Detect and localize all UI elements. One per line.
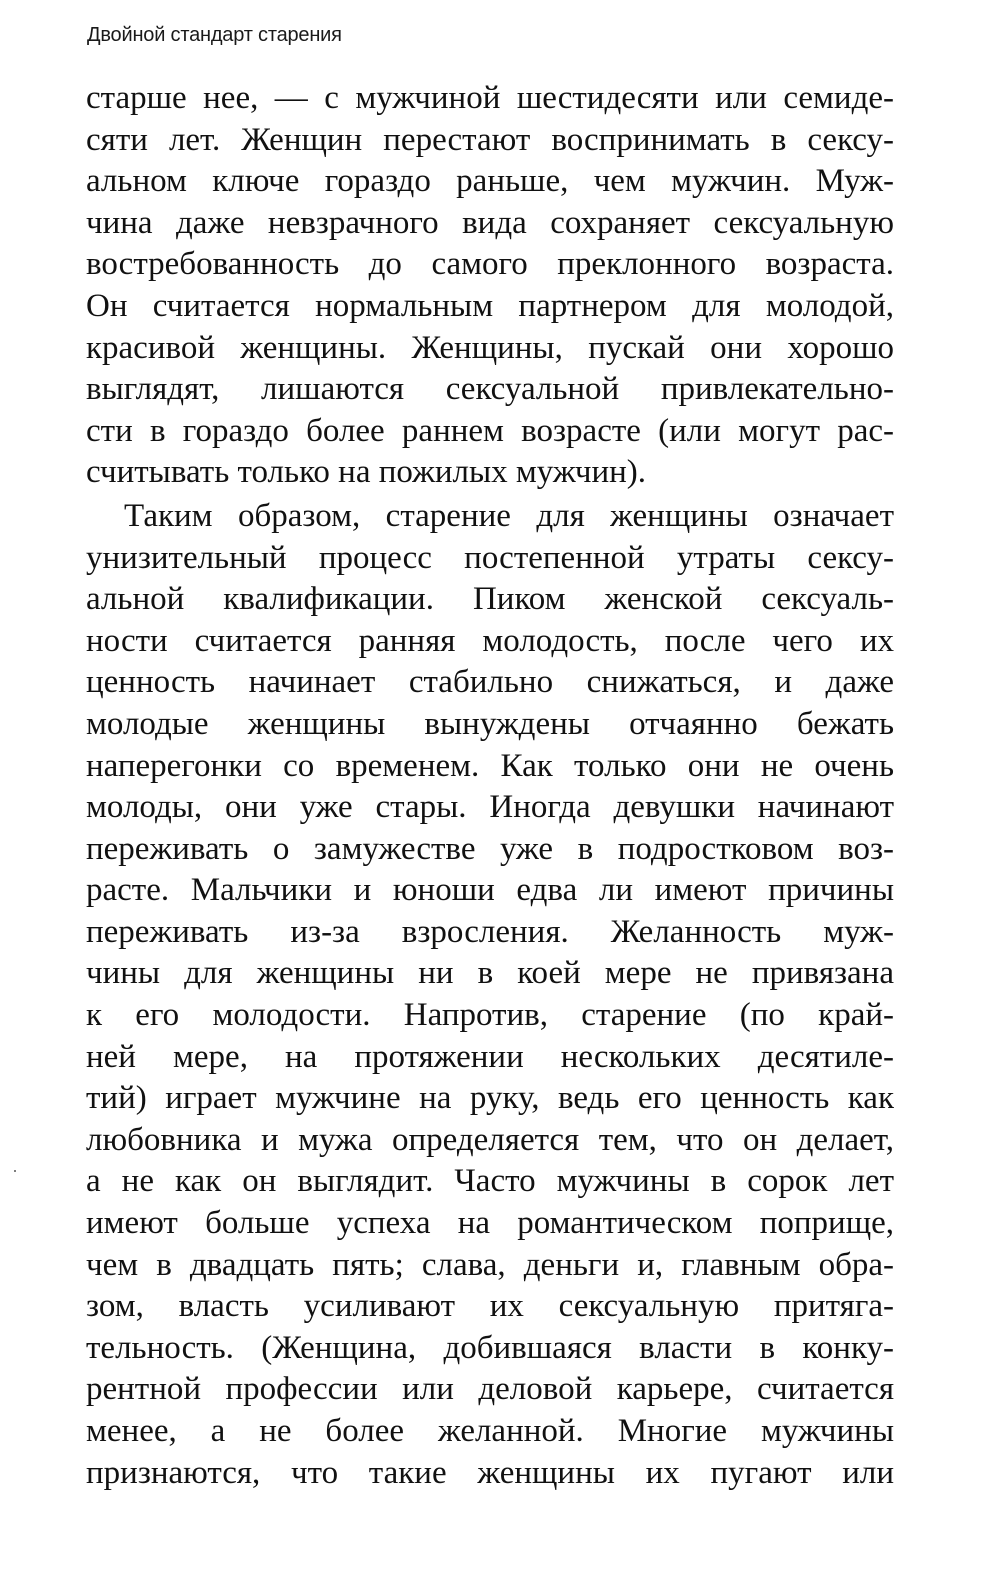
text-line: ности считается ранняя молодость, после чего их bbox=[86, 622, 894, 659]
text-line: чем в двадцать пять; слава, деньги и, главным обра- bbox=[86, 1246, 894, 1283]
running-head-title: Двойной стандарт старения bbox=[87, 24, 342, 46]
text-line: ценность начинает стабильно снижаться, и даже bbox=[86, 664, 894, 701]
text-line: сяти лет. Женщин перестают воспринимать в сексу- bbox=[86, 121, 894, 158]
paragraph-1 bbox=[86, 78, 894, 494]
body-text bbox=[86, 78, 894, 1494]
scan-speck bbox=[14, 1170, 16, 1172]
text-line: менее, а не более желанной. Многие мужчины bbox=[86, 1413, 894, 1449]
text-line: старше нее, — с мужчиной шестидесяти или семиде- bbox=[86, 80, 894, 116]
text-line: альной квалификации. Пиком женской сексуаль- bbox=[86, 581, 894, 618]
text-line: любовника и мужа определяется тем, что он делает, bbox=[86, 1121, 894, 1158]
text-line: ней мере, на протяжении нескольких десятиле- bbox=[86, 1038, 894, 1075]
text-line: тельность. (Женщина, добившаяся власти в конку- bbox=[86, 1329, 894, 1366]
text-line: а не как он выглядит. Часто мужчины в сорок лет bbox=[86, 1163, 894, 1200]
paragraph-2 bbox=[86, 496, 894, 1494]
text-line: молоды, они уже стары. Иногда девушки начинают bbox=[86, 789, 894, 826]
text-line: переживать из-за взросления. Желанность муж- bbox=[86, 913, 894, 950]
text-line: к его молодости. Напротив, старение (по край- bbox=[86, 997, 894, 1034]
text-line: зом, власть усиливают их сексуальную притяга- bbox=[86, 1288, 894, 1325]
text-line: признаются, что такие женщины их пугают или bbox=[86, 1454, 894, 1491]
text-line: тий) играет мужчине на руку, ведь его ценность как bbox=[86, 1080, 894, 1117]
text-line: наперегонки со временем. Как только они не очень bbox=[86, 747, 894, 784]
text-line: переживать о замужестве уже в подростковом воз- bbox=[86, 830, 894, 867]
text-line: чина даже невзрачного вида сохраняет сексуальную bbox=[86, 204, 894, 241]
text-line: унизительный процесс постепенной утраты сексу- bbox=[86, 539, 894, 576]
text-line: считывать только на пожилых мужчин). bbox=[86, 454, 647, 491]
text-line: сти в гораздо более раннем возрасте (или могут рас- bbox=[86, 412, 894, 449]
text-line: молодые женщины вынуждены отчаянно бежать bbox=[86, 705, 894, 742]
text-line: чины для женщины ни в коей мере не привязана bbox=[86, 955, 894, 992]
text-line: имеют больше успеха на романтическом поприще, bbox=[86, 1205, 894, 1242]
text-line: выглядят, лишаются сексуальной привлекательно- bbox=[86, 371, 894, 408]
text-line: Таким образом, старение для женщины означает bbox=[124, 497, 894, 534]
text-line: красивой женщины. Женщины, пускай они хорошо bbox=[86, 329, 894, 366]
text-line: рентной профессии или деловой карьере, считается bbox=[86, 1371, 894, 1408]
text-line: востребованность до самого преклонного возраста. bbox=[86, 246, 894, 283]
text-line: Он считается нормальным партнером для молодой, bbox=[86, 287, 894, 324]
text-line: альном ключе гораздо раньше, чем мужчин. Муж- bbox=[86, 163, 894, 200]
text-line: расте. Мальчики и юноши едва ли имеют причины bbox=[86, 872, 894, 909]
